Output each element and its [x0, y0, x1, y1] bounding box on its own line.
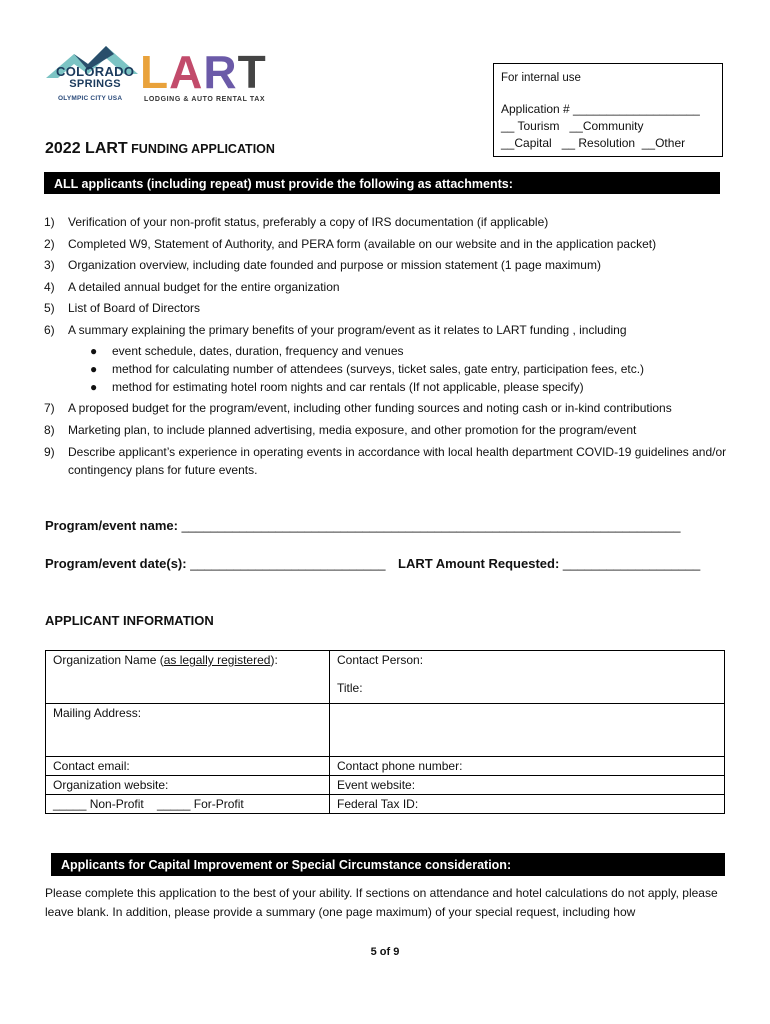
- sub-bullet-list: [44, 342, 734, 396]
- application-number-line[interactable]: Application # ___________________: [501, 102, 700, 116]
- colorado-springs-wordmark: COLORADO SPRINGS: [56, 64, 135, 90]
- list-item: 4) A detailed annual budget for the entire organization: [44, 279, 340, 294]
- org-name-cell[interactable]: Organization Name (as legally registered):: [46, 651, 330, 704]
- list-item: 2) Completed W9, Statement of Authority, and PERA form (available on our website and in the application packet): [44, 236, 657, 251]
- lart-letter-l: L: [140, 46, 167, 98]
- lart-letter-a: A: [169, 46, 201, 98]
- list-item: 6) A summary explaining the primary benefits of your program/event as it relates to LART funding , including: [44, 322, 627, 337]
- list-item: 9) Describe applicant’s experience in operating events in accordance with local health department COVID-19 guidelines and/or contingency plans for future events.: [44, 445, 727, 477]
- list-item: 8) Marketing plan, to include planned advertising, media exposure, and other promotion for the program/event: [44, 422, 637, 437]
- bullet-icon: ●: [90, 380, 98, 394]
- event-website-cell[interactable]: Event website:: [330, 776, 725, 795]
- lart-wordmark: [140, 46, 264, 98]
- lart-amount-field[interactable]: LART Amount Requested: ___________________: [398, 556, 701, 571]
- lart-logo: [44, 44, 274, 108]
- title-label: Title:: [337, 681, 363, 695]
- contact-person-cell[interactable]: [330, 651, 725, 704]
- attachments-header-bar: ALL applicants (including repeat) must provide the following as attachments:: [44, 172, 720, 194]
- page-number: 5 of 9: [370, 946, 400, 958]
- lart-letter-r: R: [203, 46, 235, 98]
- event-name-field[interactable]: Program/event name: _____________________________________________________________________: [45, 518, 681, 533]
- bullet-icon: ●: [90, 344, 98, 358]
- contact-person-label: Contact Person:: [337, 653, 424, 667]
- list-item: 7) A proposed budget for the program/event, including other funding sources and noting cash or in-kind contributions: [44, 401, 672, 415]
- category-line-2[interactable]: __Capital __ Resolution __Other: [501, 136, 686, 150]
- internal-use-label: For internal use: [501, 72, 581, 84]
- applicant-info-heading: APPLICANT INFORMATION: [45, 613, 214, 628]
- list-item: 5) List of Board of Directors: [44, 301, 201, 315]
- sub-bullet-item: ● method for estimating hotel room nights and car rentals (If not applicable, please specify): [90, 380, 584, 394]
- lart-letter-t: T: [237, 46, 264, 98]
- sub-bullet-item: ● method for calculating number of attendees (surveys, ticket sales, gate entry, participation fees, etc.): [90, 362, 645, 376]
- list-item: 1) Verification of your non-profit status, preferably a copy of IRS documentation (if applicable): [44, 215, 549, 229]
- sub-bullet-item: ● event schedule, dates, duration, frequency and venues: [90, 344, 404, 358]
- attachments-list: [44, 212, 734, 479]
- internal-use-box: [493, 63, 723, 157]
- logo-tagline: LODGING & AUTO RENTAL TAX: [144, 96, 266, 103]
- bullet-icon: ●: [90, 362, 98, 376]
- event-dates-field[interactable]: Program/event date(s): ___________________________: [45, 556, 386, 571]
- list-item: 3) Organization overview, including date founded and purpose or mission statement (1 page maximum): [44, 258, 601, 272]
- category-line-1[interactable]: __ Tourism __Community: [501, 119, 644, 133]
- org-website-cell[interactable]: Organization website:: [46, 776, 330, 795]
- profit-status-cell[interactable]: _____ Non-Profit _____ For-Profit: [46, 795, 330, 814]
- capital-instructions-paragraph: Please complete this application to the best of your ability. If sections on attendance and hotel calculations do not apply, please leave blank. In addition, please provide a summary (one page maximum) of your special request, including how: [45, 886, 718, 919]
- mailing-address-continued-cell[interactable]: [330, 704, 725, 757]
- mailing-address-cell[interactable]: Mailing Address:: [46, 704, 330, 757]
- page-title: 2022 LART FUNDING APPLICATION: [45, 140, 275, 157]
- contact-phone-cell[interactable]: Contact phone number:: [330, 757, 725, 776]
- federal-tax-id-cell[interactable]: Federal Tax ID:: [330, 795, 725, 814]
- capital-improvement-header-bar: Applicants for Capital Improvement or Special Circumstance consideration:: [51, 853, 725, 876]
- olympic-city-text: OLYMPIC CITY USA: [58, 95, 123, 102]
- applicant-info-table: [45, 650, 725, 814]
- contact-email-cell[interactable]: Contact email:: [46, 757, 330, 776]
